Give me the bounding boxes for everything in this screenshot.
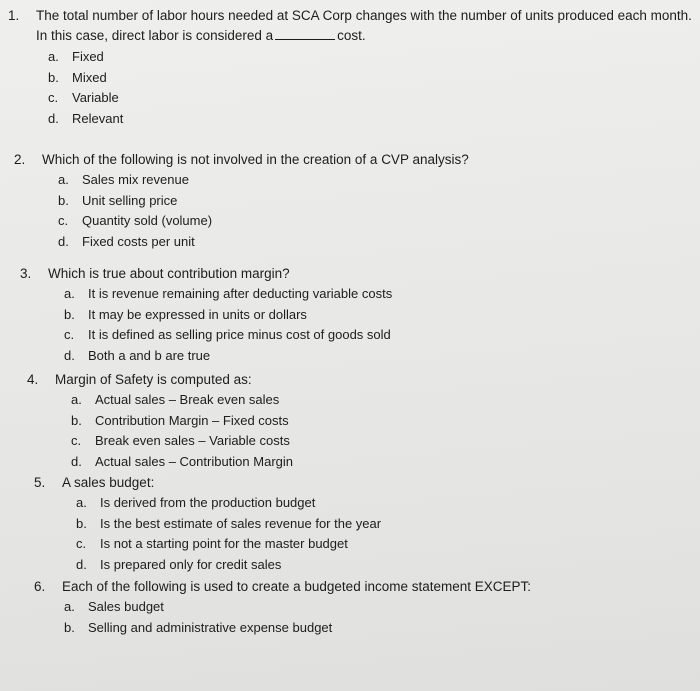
question-text: Which is true about contribution margin? [48,266,290,281]
option-item [64,284,392,305]
question-text: Each of the following is used to create a budgeted income statement EXCEPT: [62,579,532,594]
question-1 [8,6,692,129]
option-letter: b. [64,619,75,635]
question-number: 6. [34,579,46,594]
option-letter: d. [71,453,82,469]
question-text: In this case, direct labor is considered a [36,28,274,43]
option-letter: b. [64,306,75,322]
question-text: A sales budget: [62,475,155,490]
option-item [48,109,692,130]
question-number: 5. [34,475,46,490]
option-text: Variable [72,90,119,105]
option-text: Sales mix revenue [82,172,189,187]
question-1-stem [8,6,692,26]
option-item [64,305,392,326]
question-3 [20,264,392,366]
option-letter: c. [71,433,82,448]
option-item [71,411,293,432]
option-list [58,170,469,252]
option-item [48,68,692,89]
option-letter: c. [48,90,59,105]
option-item [64,597,531,618]
option-text: Is the best estimate of sales revenue for the year [100,515,382,531]
option-item [58,191,469,212]
question-number: 2. [14,152,26,167]
option-text: Sales budget [88,599,164,614]
option-item [76,534,381,555]
option-letter: b. [58,192,69,208]
option-letter: a. [64,599,75,614]
option-letter: b. [48,69,59,85]
option-letter: a. [58,172,69,187]
question-4 [27,370,293,472]
question-text: cost. [337,28,366,43]
question-1-stem-line2 [36,26,692,46]
option-text: Is prepared only for credit sales [100,556,282,572]
option-item [58,232,469,253]
option-text: Fixed [72,49,104,64]
option-letter: d. [64,347,75,363]
option-letter: a. [48,49,59,64]
option-text: Selling and administrative expense budget [88,619,333,635]
question-2-stem [14,150,469,170]
option-text: Break even sales – Variable costs [95,433,290,448]
option-item [71,452,293,473]
question-number: 1. [8,8,20,23]
option-list [48,47,692,129]
question-6 [34,577,531,638]
option-item [76,493,381,514]
question-3-stem [20,264,392,284]
question-text: The total number of labor hours needed at SCA Corp changes with the number of units produced each month. [36,8,692,23]
option-item [76,514,381,535]
option-letter: d. [48,110,59,126]
question-5-stem [34,473,381,493]
option-text: Is derived from the production budget [100,495,316,510]
option-letter: a. [76,495,87,510]
option-text: Is not a starting point for the master budget [100,536,348,551]
option-text: Actual sales – Contribution Margin [95,453,293,469]
option-text: It may be expressed in units or dollars [88,306,307,322]
option-letter: c. [64,327,75,342]
option-text: It is revenue remaining after deducting variable costs [88,286,393,301]
option-item [71,431,293,452]
option-text: Relevant [72,110,124,126]
question-6-stem [34,577,531,597]
option-item [64,618,531,639]
question-number: 3. [20,266,32,281]
option-item [64,325,392,346]
option-letter: d. [58,233,69,249]
option-item [71,390,293,411]
question-number: 4. [27,372,39,387]
option-item [48,88,692,109]
option-list [64,284,392,366]
option-letter: d. [76,556,87,572]
option-text: Quantity sold (volume) [82,213,213,228]
option-item [58,170,469,191]
option-text: Both a and b are true [88,347,211,363]
question-text: Margin of Safety is computed as: [55,372,252,387]
question-text: Which of the following is not involved in the creation of a CVP analysis? [42,152,469,167]
option-text: It is defined as selling price minus cost of goods sold [88,327,391,342]
option-text: Fixed costs per unit [82,233,195,249]
option-letter: b. [76,515,87,531]
answer-blank [275,27,335,40]
option-letter: b. [71,412,82,428]
question-4-stem [27,370,293,390]
option-text: Unit selling price [82,192,178,208]
option-list [76,493,381,575]
option-list [71,390,293,472]
option-item [58,211,469,232]
option-text: Actual sales – Break even sales [95,392,280,407]
question-2 [14,150,469,252]
option-letter: a. [71,392,82,407]
option-letter: c. [76,536,87,551]
option-letter: c. [58,213,69,228]
option-text: Contribution Margin – Fixed costs [95,412,289,428]
option-item [64,346,392,367]
option-list [64,597,531,638]
option-letter: a. [64,286,75,301]
option-text: Mixed [72,69,107,85]
question-5 [34,473,381,575]
option-item [48,47,692,68]
option-item [76,555,381,576]
